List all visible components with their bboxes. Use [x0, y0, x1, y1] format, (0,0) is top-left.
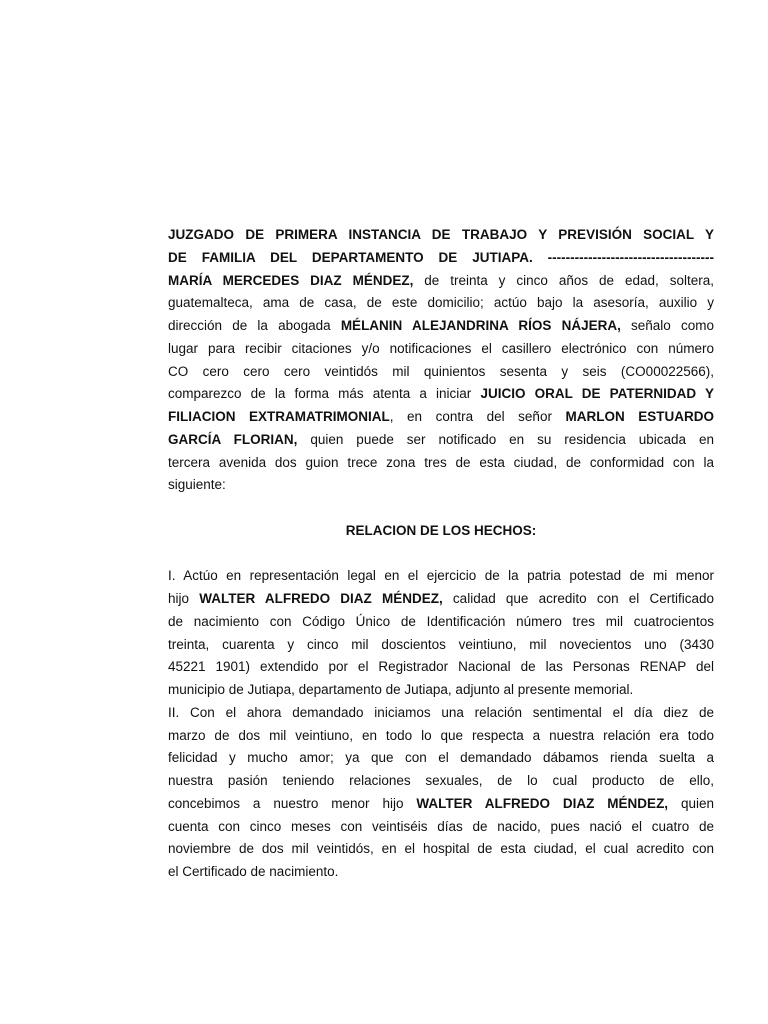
fact2-line-4: nuestra pasión teniendo relaciones sexuales, de lo cual producto de ello,: [168, 773, 714, 788]
defendant-name: MARLON ESTUARDO: [565, 409, 714, 424]
fact1-line-2: [168, 588, 714, 611]
intro-text: comparezco de la forma más atenta a iniciar: [168, 386, 481, 402]
fact2-line-3: felicidad y mucho amor; ya que con el demandado dábamos rienda suelta a: [168, 750, 714, 766]
intro-line-8: [168, 429, 714, 452]
fact-text: calidad que acredito con el Certificado: [442, 591, 714, 606]
intro-line-4: lugar para recibir citaciones y/o notificaciones el casillero electrónico con número: [168, 340, 714, 356]
intro-text: señalo como: [620, 318, 714, 333]
fact2-line-5: [168, 793, 714, 816]
case-type: JUICIO ORAL DE PATERNIDAD Y: [480, 386, 714, 402]
fact2-line-8: el Certificado de nacimiento.: [168, 864, 339, 879]
fact2-line-7: noviembre de dos mil veintidós, en el hospital de esta ciudad, el cual acredito con: [168, 841, 714, 857]
court-heading-line-1: JUZGADO DE PRIMERA INSTANCIA DE TRABAJO Y PREVISIÓN SOCIAL Y: [168, 227, 714, 242]
defendant-surname: GARCÍA FLORIAN,: [168, 431, 298, 447]
intro-line-3: [168, 315, 714, 338]
fact-text: quien: [668, 795, 714, 811]
court-heading-line-2: DE FAMILIA DEL DEPARTAMENTO DE JUTIAPA. -------------------------------------: [168, 249, 714, 265]
fact-text: concebimos a nuestro menor hijo: [168, 795, 417, 811]
fact2-line-1: II. Con el ahora demandado iniciamos una relación sentimental el día diez de: [168, 704, 714, 720]
intro-line-1: [168, 270, 714, 293]
intro-text: , en contra del señor: [389, 409, 566, 424]
child-name: WALTER ALFREDO DIAZ MÉNDEZ,: [199, 591, 443, 606]
intro-line-5: CO cero cero cero veintidós mil quinientos sesenta y seis (CO00022566),: [168, 363, 714, 379]
intro-line-10: siguiente:: [168, 477, 226, 493]
fact1-line-5: 45221 1901) extendido por el Registrador Nacional de las Personas RENAP del: [168, 659, 714, 675]
intro-text: de treinta y cinco años de edad, soltera,: [413, 272, 714, 288]
fact1-line-3: de nacimiento con Código Único de Identificación número tres mil cuatrocientos: [168, 613, 714, 629]
intro-line-9: tercera avenida dos guion trece zona tres de esta ciudad, de conformidad con la: [168, 454, 714, 470]
fact2-line-2: marzo de dos mil veintiuno, en todo lo que respecta a nuestra relación era todo: [168, 727, 714, 743]
document-body: [168, 224, 714, 884]
intro-text: dirección de la abogada: [168, 318, 341, 333]
fact1-line-4: treinta, cuarenta y cinco mil doscientos veintiuno, mil novecientos uno (3430: [168, 636, 714, 652]
fact2-line-6: cuenta con cinco meses con veintiséis días de nacido, pues nació el cuatro de: [168, 818, 714, 834]
section-heading: RELACION DE LOS HECHOS:: [345, 522, 537, 538]
fact-text: hijo: [168, 591, 200, 606]
case-type-cont: FILIACION EXTRAMATRIMONIAL: [168, 409, 390, 424]
fact1-line-6: municipio de Jutiapa, departamento de Jutiapa, adjunto al presente memorial.: [168, 682, 634, 697]
child-name: WALTER ALFREDO DIAZ MÉNDEZ,: [416, 795, 669, 811]
intro-line-7: [168, 406, 714, 429]
intro-line-6: [168, 383, 714, 406]
lawyer-name: MÉLANIN ALEJANDRINA RÍOS NÁJERA,: [340, 318, 621, 333]
intro-line-2: guatemalteca, ama de casa, de este domicilio; actúo bajo la asesoría, auxilio y: [168, 295, 714, 311]
plaintiff-name: MARÍA MERCEDES DIAZ MÉNDEZ,: [168, 272, 414, 288]
fact1-line-1: I. Actúo en representación legal en el ejercicio de la patria potestad de mi menor: [168, 568, 714, 584]
intro-text: quien puede ser notificado en su residencia ubicada en: [297, 431, 714, 447]
